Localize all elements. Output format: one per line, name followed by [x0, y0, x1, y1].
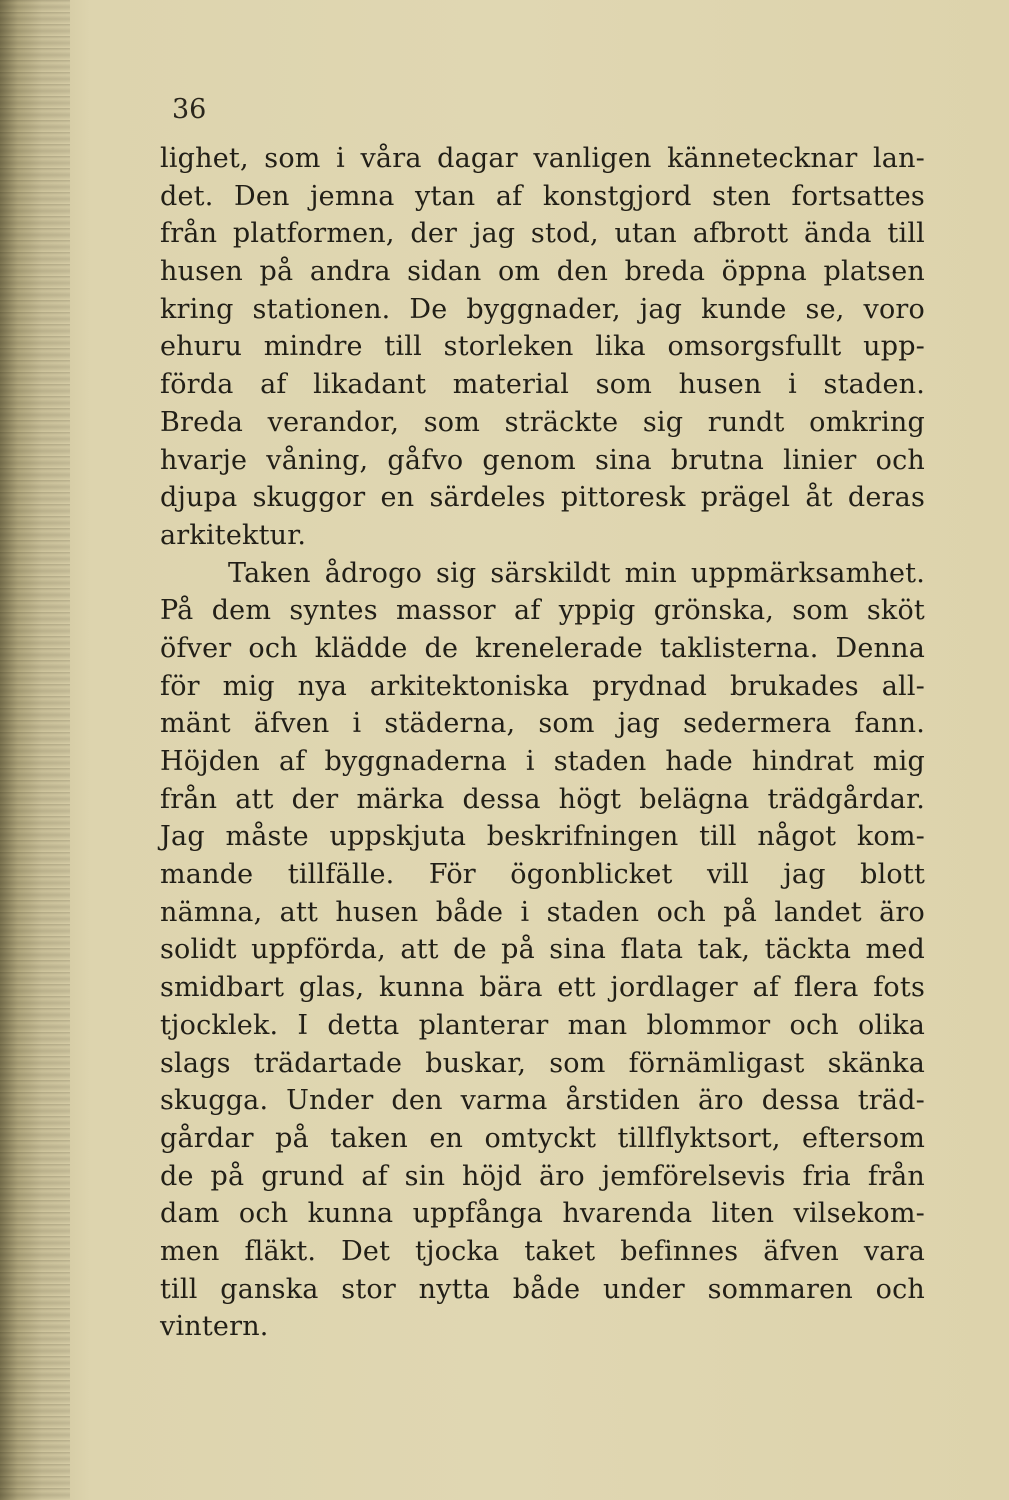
text-line: öfver och klädde de krenelerade taklisterna. Denna	[160, 632, 925, 664]
text-line: de på grund af sin höjd äro jemförelsevis fria från	[160, 1160, 925, 1192]
book-gutter-shadow	[0, 0, 70, 1500]
text-line: från att der märka dessa högt belägna trädgårdar.	[160, 783, 925, 815]
text-line: Breda verandor, som sträckte sig rundt omkring	[160, 406, 925, 438]
page-number: 36	[172, 94, 207, 125]
text-line: nämna, att husen både i staden och på landet äro	[160, 896, 925, 928]
text-line: men fläkt. Det tjocka taket befinnes äfven vara	[160, 1235, 925, 1267]
paragraph	[160, 555, 925, 1346]
text-line: På dem syntes massor af yppig grönska, som sköt	[160, 595, 925, 627]
text-line: smidbart glas, kunna bära ett jordlager af flera fots	[160, 972, 925, 1004]
text-line: vintern.	[160, 1311, 269, 1343]
text-line: det. Den jemna ytan af konstgjord sten fortsattes	[160, 180, 925, 212]
text-line: gårdar på taken en omtyckt tillflyktsort, eftersom	[160, 1122, 925, 1154]
text-line: tjocklek. I detta planterar man blommor och olika	[160, 1009, 925, 1041]
text-line: husen på andra sidan om den breda öppna platsen	[160, 256, 925, 288]
text-line: skugga. Under den varma årstiden äro dessa träd-	[160, 1085, 925, 1117]
text-line: Jag måste uppskjuta beskrifningen till något kom-	[160, 821, 925, 853]
text-line: från platformen, der jag stod, utan afbrott ända till	[160, 218, 925, 250]
text-line: slags trädartade buskar, som förnämligast skänka	[160, 1047, 925, 1079]
text-line: mande tillfälle. För ögonblicket vill jag blott	[160, 859, 925, 891]
text-line: förda af likadant material som husen i staden.	[160, 369, 925, 401]
text-line: Taken ådrogo sig särskildt min uppmärksamhet.	[228, 557, 925, 589]
text-line: lighet, som i våra dagar vanligen kännetecknar lan-	[160, 143, 925, 174]
text-line: ehuru mindre till storleken lika omsorgsfullt upp-	[160, 331, 925, 363]
text-line: arkitektur.	[160, 519, 307, 551]
text-line: till ganska stor nytta både under sommaren och	[160, 1273, 925, 1305]
text-line: solidt uppförda, att de på sina flata tak, täckta med	[160, 934, 925, 966]
text-line: hvarje våning, gåfvo genom sina brutna linier och	[160, 444, 925, 476]
text-line: Höjden af byggnaderna i staden hade hindrat mig	[160, 746, 925, 777]
text-line: dam och kunna uppfånga hvarenda liten vilsekom-	[160, 1198, 925, 1230]
text-line: kring stationen. De byggnader, jag kunde se, voro	[160, 293, 925, 325]
text-line: djupa skuggor en särdeles pittoresk prägel åt deras	[160, 482, 925, 514]
text-line: för mig nya arkitektoniska prydnad brukades all-	[160, 670, 925, 702]
body-text	[160, 140, 925, 1346]
paragraph	[160, 140, 925, 555]
text-line: mänt äfven i städerna, som jag sedermera fann.	[160, 708, 925, 740]
